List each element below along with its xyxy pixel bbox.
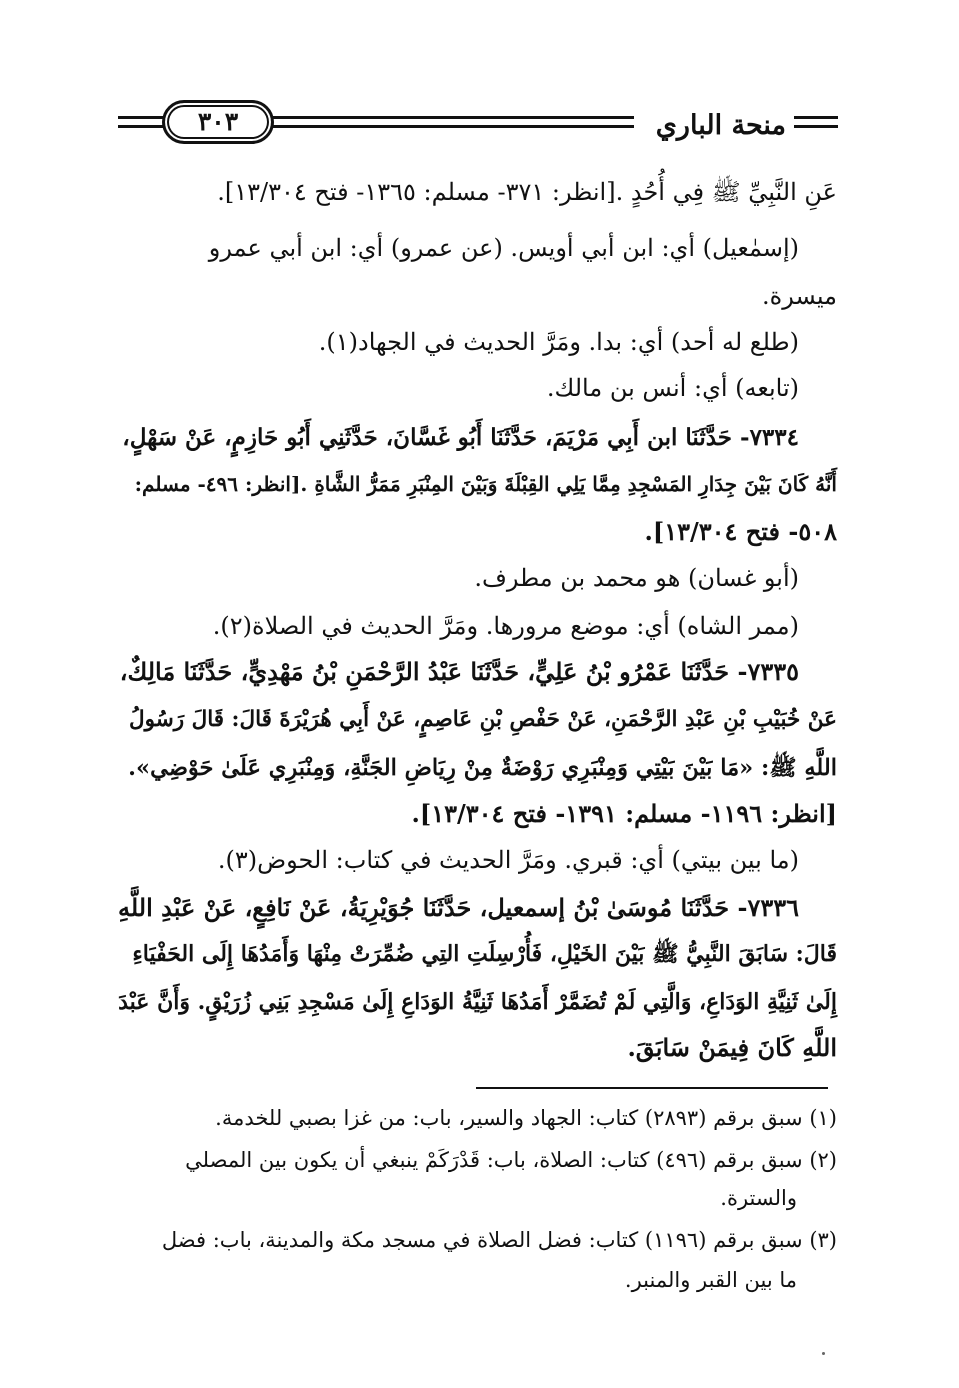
hadith-line: قَالَ: سَابَقَ النَّبِيُّ ﷺ بَيْنَ الخَيْلِ، فَأُرْسِلَتِ التِي ضُمِّرَتْ مِنْهَا وَأَمَدُهَا إِلَى الحَفْيَاءِ	[132, 941, 837, 967]
hadith-line: ٧٣٣٥- حَدَّثَنَا عَمْرُو بْنُ عَلِيٍّ، حَدَّثَنَا عَبْدُ الرَّحْمَنِ بْنُ مَهْدِيٍّ، حَدَّثَنَا مَالِكٌ،	[119, 657, 799, 686]
text-line: (تابعه) أي: أنس بن مالك.	[546, 374, 799, 402]
text-line: عَنِ النَّبِيِّ ﷺ فِي أُحُدٍ .[انظر: ٣٧١- مسلم: ١٣٦٥- فتح ١٣/٣٠٤].	[217, 178, 837, 206]
hadith-line: اللَّهِ ﷺ: «مَا بَيْنَ بَيْتِي وَمِنْبَرِي رَوْضَةٌ مِنْ رِيَاضِ الجَنَّةِ، وَمِنْبَرِي عَلَىٰ حَوْضِي».	[128, 755, 837, 781]
header-rule-middle	[264, 116, 634, 134]
hadith-line: ٥٠٨- فتح ١٣/٣٠٤].	[644, 517, 837, 546]
book-title: منحة الباري	[655, 110, 786, 141]
text-line: (أبو غسان) هو محمد بن مطرف.	[474, 564, 799, 592]
text-line: ميسرة.	[762, 282, 837, 310]
hadith-line: اللَّهِ كَانَ فِيمَنْ سَابَقَ.	[627, 1033, 837, 1062]
hadith-line: إِلَىٰ ثَنِيَّةِ الوَدَاعِ، وَالَّتِي لَمْ تُضَمَّرْ أَمَدُهَا ثَنِيَّةُ الوَدَاعِ إِلَىٰ مَسْجِدِ بَنِي زُرَيْقٍ. وَأَنَّ عَبْدَ	[118, 989, 837, 1015]
footnote-line: والسترة.	[720, 1186, 797, 1210]
footnote-separator	[476, 1087, 828, 1089]
footnote-line: (٢) سبق برقم (٤٩٦) كتاب: الصلاة، باب: قَدْرَكَمْ ينبغي أن يكون بين المصلي	[185, 1148, 837, 1172]
hadith-line: ٧٣٣٦- حَدَّثَنَا مُوسَىٰ بْنُ إسمعيل، حَدَّثَنَا جُوَيْرِيَةُ، عَنْ نَافِعٍ، عَنْ عَبْدِ اللَّهِ	[117, 893, 799, 922]
hadith-line: عَنْ خُبَيْبِ بْنِ عَبْدِ الرَّحْمَنِ، عَنْ حَفْصِ بْنِ عَاصِمٍ، عَنْ أَبِي هُرَيْرَةَ قَالَ: قَالَ رَسُولُ	[128, 707, 837, 732]
text-line: (إسمٰعيل) أي: ابن أبي أويس. (عن عمرو) أي: ابن أبي عمرو	[208, 234, 799, 262]
text-line: (ما بين بيتي) أي: قبري. ومَرَّ الحديث في كتاب: الحوض(٣).	[217, 846, 799, 874]
text-line: (ممر الشاه) أي: موضع مرورها. ومَرَّ الحديث في الصلاة(٢).	[212, 612, 799, 640]
footnote-line: (١) سبق برقم (٢٨٩٣) كتاب: الجهاد والسير، باب: من غزا بصبي للخدمة.	[215, 1106, 837, 1130]
header-rule-right	[794, 116, 838, 134]
hadith-line: [انظر: ١١٩٦- مسلم: ١٣٩١- فتح ١٣/٣٠٤].	[411, 799, 837, 828]
footnote-line: (٣) سبق برقم (١١٩٦) كتاب: فضل الصلاة في مسجد مكة والمدينة، باب: فضل	[161, 1228, 837, 1252]
hadith-line: أَنَّهُ كَانَ بَيْنَ جِدَارِ المَسْجِدِ مِمَّا يَلِي القِبْلَةَ وَبَيْنَ المِنْبَرِ مَمَرُّ الشَّاةِ .[انظر: ٤٩٦- مسلم:	[134, 472, 837, 496]
page-number: ٣٠٣	[162, 100, 274, 144]
page-header	[118, 96, 838, 152]
scan-speck	[822, 1352, 825, 1355]
footnote-line: ما بين القبر والمنبر.	[624, 1268, 797, 1292]
hadith-line: ٧٣٣٤- حَدَّثَنَا ابن أَبِي مَرْيَمَ، حَدَّثَنَا أَبُو غَسَّانَ، حَدَّثَنِي أَبُو حَازِمٍ، عَنْ سَهْلٍ،	[122, 424, 799, 451]
text-line: (طلع له أحد) أي: بدا. ومَرَّ الحديث في الجهاد(١).	[318, 328, 799, 356]
header-rule-left	[118, 116, 166, 134]
